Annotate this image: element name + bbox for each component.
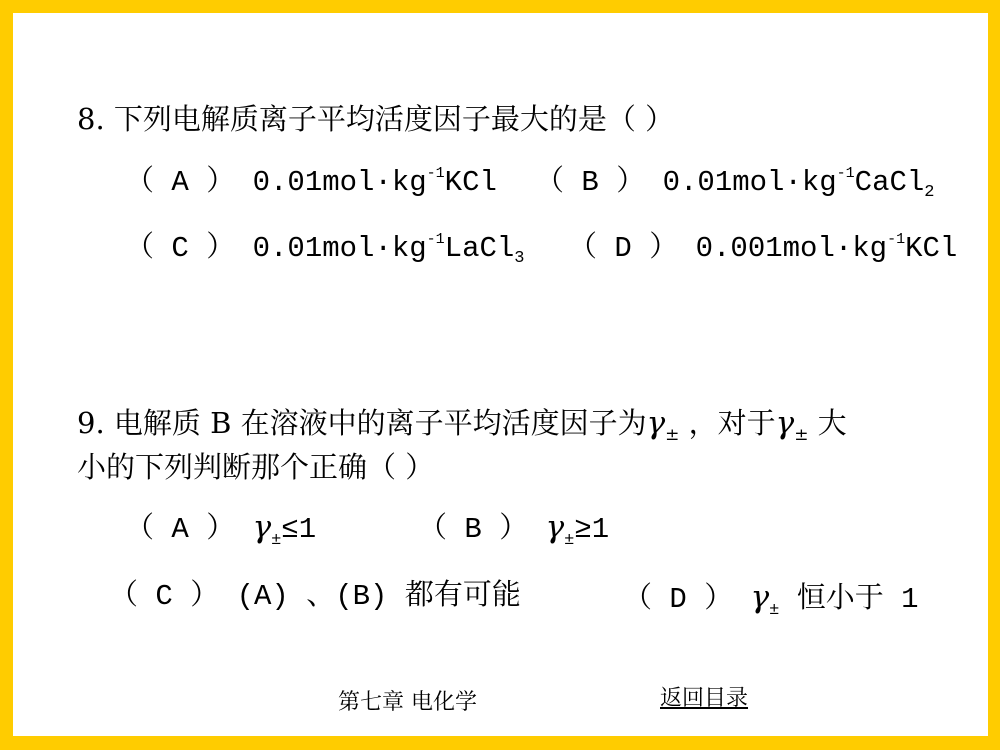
gamma-symbol: γ bbox=[252, 509, 272, 545]
q8-option-c bbox=[125, 231, 525, 267]
q9-option-d bbox=[623, 579, 919, 629]
q9-stem-text: 9. 电解质 B 在溶液中的离子平均活度因子为 bbox=[77, 406, 647, 440]
option-formula: KCl bbox=[444, 166, 497, 199]
option-text: (A) 、(B) 都有可能 bbox=[236, 580, 521, 613]
option-label: （ A ） bbox=[125, 166, 236, 199]
option-text: 恒小于 1 bbox=[796, 583, 919, 616]
superscript: -1 bbox=[426, 165, 445, 182]
option-text: ≥1 bbox=[574, 513, 610, 546]
q9-stem-text: ，对于 bbox=[688, 406, 776, 440]
gamma-symbol: γ bbox=[646, 405, 666, 441]
gamma-symbol: γ bbox=[750, 579, 770, 615]
plus-minus-symbol: ± bbox=[564, 531, 575, 550]
option-label: （ B ） bbox=[535, 166, 646, 199]
q8-option-b bbox=[535, 165, 935, 201]
option-label: （ C ） bbox=[109, 580, 220, 613]
option-label: （ B ） bbox=[418, 513, 529, 546]
gamma-symbol: γ bbox=[775, 405, 795, 441]
option-text: ≤1 bbox=[281, 513, 317, 546]
option-text: 0.01mol·kg bbox=[252, 232, 427, 265]
option-label: （ C ） bbox=[125, 232, 236, 265]
q9-stem-line1 bbox=[77, 405, 847, 453]
plus-minus-symbol: ± bbox=[769, 601, 780, 620]
superscript: -1 bbox=[887, 231, 906, 248]
slide bbox=[13, 13, 988, 736]
q8-option-a bbox=[125, 165, 497, 201]
option-text: 0.001mol·kg bbox=[695, 232, 888, 265]
superscript: -1 bbox=[836, 165, 855, 182]
option-text: 0.01mol·kg bbox=[252, 166, 427, 199]
back-to-contents-link[interactable]: 返回目录 bbox=[660, 686, 749, 711]
option-label: （ D ） bbox=[568, 232, 679, 265]
q8-stem bbox=[77, 101, 674, 137]
option-formula: LaCl bbox=[444, 232, 515, 265]
plus-minus-symbol: ± bbox=[794, 425, 809, 445]
q9-stem-line2 bbox=[77, 449, 434, 485]
option-label: （ A ） bbox=[125, 513, 236, 546]
q9-stem-text: 小的下列判断那个正确（ ） bbox=[77, 450, 435, 484]
q9-stem-text: 大 bbox=[817, 406, 847, 440]
option-formula: CaCl bbox=[854, 166, 925, 199]
chapter-title: 第七章 电化学 bbox=[338, 690, 477, 715]
subscript: 3 bbox=[514, 249, 525, 268]
gamma-symbol: γ bbox=[545, 509, 565, 545]
option-text: 0.01mol·kg bbox=[662, 166, 837, 199]
q9-option-a bbox=[125, 509, 316, 559]
plus-minus-symbol: ± bbox=[665, 425, 680, 445]
option-formula: KCl bbox=[905, 232, 958, 265]
q9-option-c bbox=[109, 579, 521, 615]
q9-option-b bbox=[418, 509, 609, 559]
superscript: -1 bbox=[426, 231, 445, 248]
option-label: （ D ） bbox=[623, 583, 734, 616]
q8-stem-text: 8. 下列电解质离子平均活度因子最大的是（ ） bbox=[77, 102, 675, 136]
q8-option-d bbox=[568, 231, 957, 267]
plus-minus-symbol: ± bbox=[271, 531, 282, 550]
subscript: 2 bbox=[924, 183, 935, 202]
